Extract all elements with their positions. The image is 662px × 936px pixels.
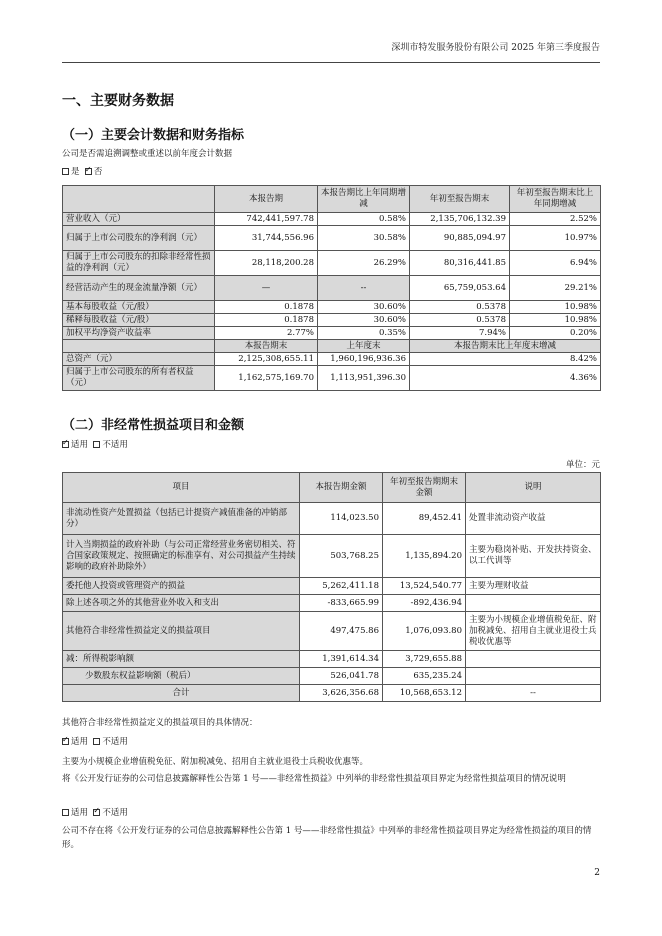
cell: 6.94%: [510, 251, 601, 276]
cell: 1,960,196,936.36: [318, 353, 410, 366]
header-cell: 本报告期金额: [300, 473, 383, 503]
apply-options-2: [62, 735, 128, 749]
checkbox-notapply[interactable]: [93, 738, 100, 745]
cell: 31,744,556.96: [215, 226, 318, 251]
row-label: 基本每股收益（元/股）: [63, 301, 215, 314]
cell: 10,568,653.12: [383, 685, 466, 702]
cell: 114,023.50: [300, 503, 383, 535]
other-specific-label: 其他符合非经常性损益定义的损益项目的具体情况：: [62, 718, 258, 728]
cell: 2.77%: [215, 327, 318, 340]
label-notapply: 不适用: [102, 808, 128, 818]
cell: 1,076,093.80: [383, 612, 466, 651]
row-label: 计入当期损益的政府补助（与公司正常经营业务密切相关、符合国家政策规定、按照确定的标准享有、对公司损益产生持续影响的政府补助除外）: [63, 535, 300, 578]
label-notapply: 不适用: [102, 440, 128, 450]
header-cell: 年初至报告期末比上年同期增减: [510, 186, 601, 213]
cell: 处置非流动资产收益: [466, 503, 601, 535]
cell: --: [318, 276, 410, 301]
retro-question: 公司是否需追溯调整或重述以前年度会计数据: [62, 149, 233, 159]
row-label: 经营活动产生的现金流量净额（元）: [63, 276, 215, 301]
table-row: [63, 503, 601, 535]
cell: —: [215, 276, 318, 301]
row-label: 总资产（元）: [63, 353, 215, 366]
row-label: 委托他人投资或管理资产的损益: [63, 578, 300, 595]
checkbox-apply[interactable]: [62, 738, 69, 745]
cell: 26.29%: [318, 251, 410, 276]
table-row: [63, 226, 601, 251]
row-label: 少数股东权益影响额（税后）: [63, 668, 300, 685]
cell: 0.1878: [215, 301, 318, 314]
header-rule: [62, 62, 600, 63]
cell: 主要为稳岗补贴、开发扶持资金、以工代训等: [466, 535, 601, 578]
checkbox-yes[interactable]: [62, 168, 69, 175]
cell: [466, 595, 601, 612]
table-header-row: [63, 473, 601, 503]
table-row: [63, 301, 601, 314]
row-label: 减：所得税影响额: [63, 651, 300, 668]
cell: -833,665.99: [300, 595, 383, 612]
label-no: 否: [93, 167, 103, 177]
table-row: [63, 651, 601, 668]
section-title: 一、主要财务数据: [62, 93, 174, 109]
row-label: 营业收入（元）: [63, 213, 215, 226]
cell: 635,235.24: [383, 668, 466, 685]
cell: 0.58%: [318, 213, 410, 226]
table-row: [63, 612, 601, 651]
cell: 526,041.78: [300, 668, 383, 685]
non-recurring-table: [62, 472, 601, 702]
cell: 503,768.25: [300, 535, 383, 578]
header-cell: 年初至报告期期末金额: [383, 473, 466, 503]
label-notapply: 不适用: [102, 737, 128, 747]
cell: 10.98%: [510, 314, 601, 327]
header-cell: 说明: [466, 473, 601, 503]
header-cell: 本报告期比上年同期增减: [318, 186, 410, 213]
cell: 65,759,053.64: [410, 276, 510, 301]
cell: 0.5378: [410, 314, 510, 327]
checkbox-notapply[interactable]: [93, 441, 100, 448]
cell: 28,118,200.28: [215, 251, 318, 276]
cell: 10.97%: [510, 226, 601, 251]
cell: 30.60%: [318, 314, 410, 327]
cell: 5,262,411.18: [300, 578, 383, 595]
cell: 4.36%: [410, 366, 601, 391]
checkbox-apply[interactable]: [62, 441, 69, 448]
cell: [466, 668, 601, 685]
cell: -892,436.94: [383, 595, 466, 612]
cell: 主要为理财收益: [466, 578, 601, 595]
table-row: [63, 668, 601, 685]
row-label: 非流动性资产处置损益（包括已计提资产减值准备的冲销部分）: [63, 503, 300, 535]
cell: 0.5378: [410, 301, 510, 314]
table-row: [63, 535, 601, 578]
header-cell: 本报告期: [215, 186, 318, 213]
table-row: [63, 366, 601, 391]
cell: 1,135,894.20: [383, 535, 466, 578]
note-title: 将《公开发行证券的公司信息披露解释性公告第 1 号——非经常性损益》中列举的非经常性损益项目界定为经常性损益项目的情况说明: [62, 774, 566, 784]
cell: 80,316,441.85: [410, 251, 510, 276]
label-apply: 适用: [71, 808, 89, 818]
retro-options: [62, 165, 102, 179]
row-label: 归属于上市公司股东的扣除非经常性损益的净利润（元）: [63, 251, 215, 276]
cell: 0.20%: [510, 327, 601, 340]
cell: 7.94%: [410, 327, 510, 340]
row-label: 归属于上市公司股东的所有者权益（元）: [63, 366, 215, 391]
subsection-title-1: （一）主要会计数据和财务指标: [62, 128, 245, 143]
cell: 3,729,655.88: [383, 651, 466, 668]
cell: 2.52%: [510, 213, 601, 226]
apply-options-1: [62, 438, 128, 452]
table-row: [63, 327, 601, 340]
table-row: [63, 595, 601, 612]
checkbox-notapply[interactable]: [93, 809, 100, 816]
note-description: 公司不存在将《公开发行证券的公司信息披露解释性公告第 1 号——非经常性损益》中列举的非经常性损益项目界定为经常性损益的项目的情形。: [62, 826, 592, 850]
other-description: 主要为小规模企业增值税免征、附加税减免、招用自主就业退役士兵税收优惠等。: [62, 757, 369, 767]
header-cell: [63, 186, 215, 213]
checkbox-apply[interactable]: [62, 809, 69, 816]
page-number: 2: [594, 868, 600, 878]
table-header-row: [63, 340, 601, 353]
header-cell: 年初至报告期末: [410, 186, 510, 213]
table-row: [63, 353, 601, 366]
cell: 2,125,308,655.11: [215, 353, 318, 366]
row-label: 稀释每股收益（元/股）: [63, 314, 215, 327]
cell: 30.60%: [318, 301, 410, 314]
table-row: [63, 685, 601, 702]
label-yes: 是: [71, 167, 80, 177]
table-row: [63, 276, 601, 301]
cell: 13,524,540.77: [383, 578, 466, 595]
label-apply: 适用: [71, 737, 89, 747]
header-cell: 项目: [63, 473, 300, 503]
cell: [466, 651, 601, 668]
cell: 89,452.41: [383, 503, 466, 535]
table-row: [63, 578, 601, 595]
page-header: 深圳市特发服务股份有限公司 2025 年第三季度报告: [391, 43, 600, 53]
apply-options-3: [62, 806, 128, 820]
subsection-title-2: （二）非经常性损益项目和金额: [62, 418, 245, 433]
cell: 742,441,597.78: [215, 213, 318, 226]
header-cell: 本报告期末比上年度末增减: [410, 340, 601, 353]
row-label: 其他符合非经常性损益定义的损益项目: [63, 612, 300, 651]
financial-indicators-table: [62, 185, 601, 391]
row-label: 合计: [63, 685, 300, 702]
cell: 90,885,094.97: [410, 226, 510, 251]
table-row: [63, 213, 601, 226]
cell: 3,626,356.68: [300, 685, 383, 702]
row-label: 除上述各项之外的其他营业外收入和支出: [63, 595, 300, 612]
unit-label: 单位：元: [565, 460, 600, 470]
cell: 1,391,614.34: [300, 651, 383, 668]
row-label: 加权平均净资产收益率: [63, 327, 215, 340]
cell: 0.1878: [215, 314, 318, 327]
cell: 10.98%: [510, 301, 601, 314]
checkbox-no[interactable]: [85, 168, 92, 175]
header-cell: 本报告期末: [215, 340, 318, 353]
row-label: 归属于上市公司股东的净利润（元）: [63, 226, 215, 251]
cell: 0.35%: [318, 327, 410, 340]
header-cell: [63, 340, 215, 353]
cell: 2,135,706,132.39: [410, 213, 510, 226]
table-row: [63, 251, 601, 276]
cell: 8.42%: [410, 353, 601, 366]
cell: 主要为小规模企业增值税免征、附加税减免、招用自主就业退役士兵税收优惠等: [466, 612, 601, 651]
cell: 30.58%: [318, 226, 410, 251]
header-cell: 上年度末: [318, 340, 410, 353]
cell: --: [466, 685, 601, 702]
label-apply: 适用: [71, 440, 89, 450]
cell: 1,113,951,396.30: [318, 366, 410, 391]
table-header-row: [63, 186, 601, 213]
cell: 497,475.86: [300, 612, 383, 651]
cell: 1,162,575,169.70: [215, 366, 318, 391]
table-row: [63, 314, 601, 327]
cell: 29.21%: [510, 276, 601, 301]
